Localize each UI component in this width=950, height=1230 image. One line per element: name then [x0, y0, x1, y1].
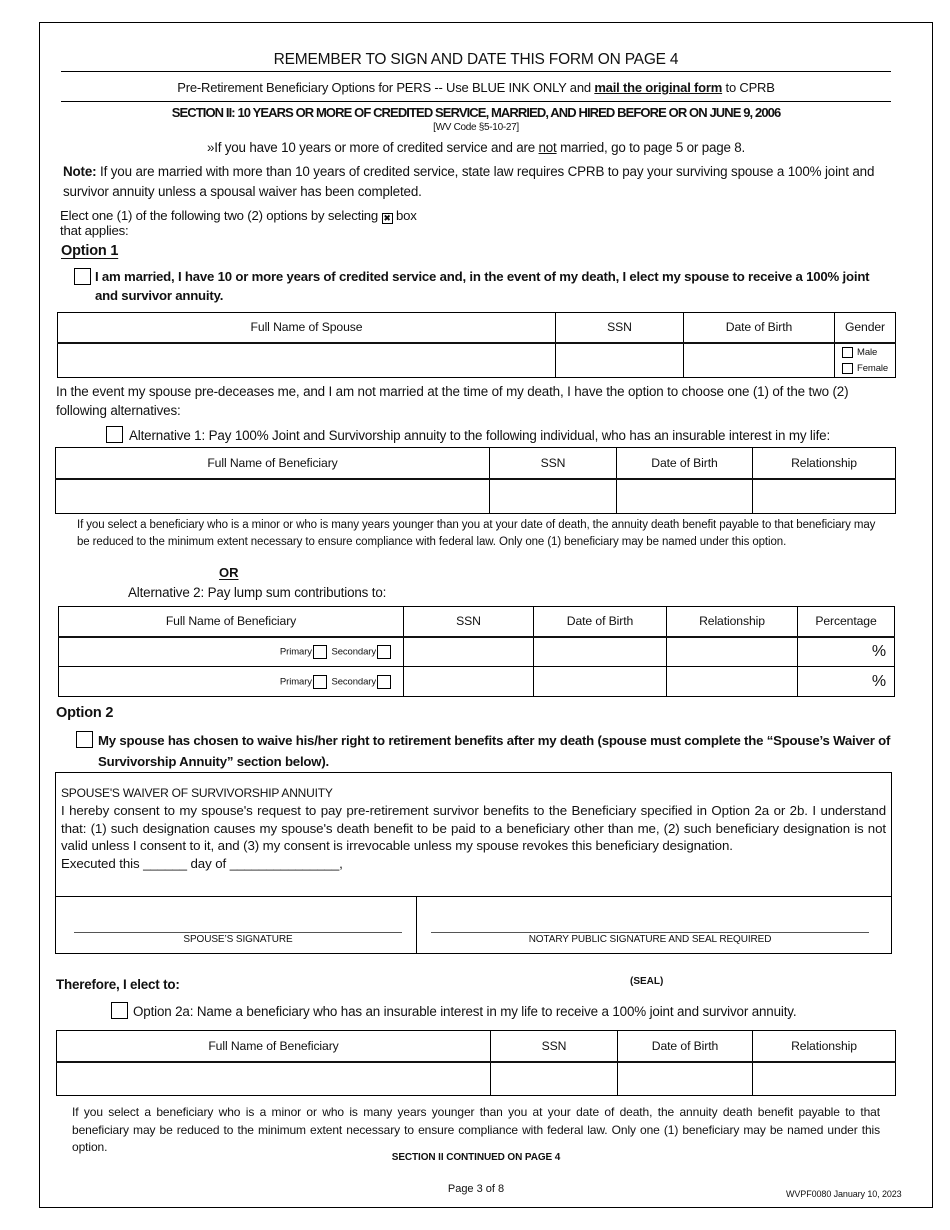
- table-row: [56, 479, 896, 514]
- beneficiary-ssn-field[interactable]: [404, 637, 534, 667]
- form-id: WVPF0080 January 10, 2023: [786, 1189, 902, 1199]
- male-label: Male: [857, 346, 878, 358]
- beneficiary-name-field[interactable]: [56, 479, 490, 514]
- therefore-heading: Therefore, I elect to:: [56, 977, 180, 992]
- col-header-beneficiary-name: Full Name of Beneficiary: [59, 607, 404, 637]
- instruction-emphasis: not: [538, 140, 557, 155]
- beneficiary-dob-field[interactable]: [617, 479, 753, 514]
- subtitle-emphasis: mail the original form: [594, 80, 723, 95]
- elect-instruction: [60, 209, 490, 238]
- note-text: If you are married with more than 10 years of credited service, state law requires CPRB to pay your surviving spouse a 100% joint and survivor annuity unless a spousal waiver has been completed.: [63, 164, 875, 199]
- beneficiary-name-field[interactable]: [57, 1062, 491, 1096]
- percentage-field[interactable]: %: [798, 667, 895, 697]
- option2-statement: My spouse has chosen to waive his/her right to retirement benefits after my death (spouse must complete the “Spouse’s Waiver of Survivorship Annuity” section below).: [98, 733, 891, 769]
- instruction-text: »If you have 10 years or more of credited service and are: [207, 140, 539, 155]
- predecease-paragraph: In the event my spouse pre-deceases me, and I am not married at the time of my death, I have the option to choose one (1) of the two (2) following alternatives:: [56, 384, 849, 418]
- seal-label: (SEAL): [630, 976, 664, 987]
- col-header-beneficiary-name: Full Name of Beneficiary: [56, 448, 490, 479]
- beneficiary-relationship-field[interactable]: [753, 1062, 896, 1096]
- spouse-table: [57, 312, 896, 378]
- beneficiary-relationship-field[interactable]: [667, 637, 798, 667]
- waiver-body: [61, 802, 886, 872]
- primary-checkbox[interactable]: [313, 645, 327, 659]
- beneficiary-name-field[interactable]: [59, 637, 404, 667]
- page-number: Page 3 of 8: [447, 1183, 505, 1195]
- or-separator: OR: [219, 565, 239, 580]
- secondary-checkbox[interactable]: [377, 675, 391, 689]
- divider: [56, 896, 891, 897]
- form-subtitle: [61, 80, 891, 95]
- col-header-dob: Date of Birth: [618, 1031, 753, 1062]
- divider: [61, 101, 891, 102]
- continued-note: SECTION II CONTINUED ON PAGE 4: [391, 1152, 561, 1163]
- note-paragraph: [63, 162, 898, 202]
- percentage-field[interactable]: %: [798, 637, 895, 667]
- beneficiary-dob-field[interactable]: [618, 1062, 753, 1096]
- col-header-ssn: SSN: [490, 448, 617, 479]
- alternative2-table: [58, 606, 895, 697]
- instruction-text-end: married, go to page 5 or page 8.: [556, 140, 745, 155]
- beneficiary-name-field[interactable]: [59, 667, 404, 697]
- col-header-relationship: Relationship: [753, 448, 896, 479]
- notary-signature-line[interactable]: [431, 932, 869, 933]
- notary-signature-label: NOTARY PUBLIC SIGNATURE AND SEAL REQUIRED: [528, 934, 772, 945]
- executed-date-line[interactable]: Executed this ______ day of _______________,: [61, 855, 343, 871]
- divider: [61, 71, 891, 72]
- checked-box-icon: ✖: [383, 213, 391, 223]
- col-header-dob: Date of Birth: [534, 607, 667, 637]
- option2a-disclaimer: If you select a beneficiary who is a minor or who is many years younger than you at your date of death, the annuity death benefit payable to that beneficiary may be reduced to the minimum extent necessary to ensure compliance with federal law. Only one (1) beneficiary may be named under this option.: [72, 1105, 880, 1154]
- primary-checkbox[interactable]: [313, 675, 327, 689]
- alternative1-label: Alternative 1: Pay 100% Joint and Survivorship annuity to the following individual, who has an insurable interest in my life:: [129, 428, 831, 443]
- spouse-name-field[interactable]: [58, 343, 556, 378]
- subtitle-text-end: to CPRB: [722, 80, 775, 95]
- gender-male-option[interactable]: [835, 344, 895, 360]
- col-header-beneficiary-name: Full Name of Beneficiary: [57, 1031, 491, 1062]
- col-header-ssn: SSN: [491, 1031, 618, 1062]
- female-label: Female: [857, 362, 889, 374]
- col-header-ssn: SSN: [404, 607, 534, 637]
- divider: [416, 896, 417, 953]
- col-header-dob: Date of Birth: [684, 313, 835, 343]
- table-row: [57, 1062, 896, 1096]
- spouse-dob-field[interactable]: [684, 343, 835, 378]
- option2a-table: [56, 1030, 896, 1096]
- primary-label: Primary: [279, 646, 312, 658]
- secondary-label: Secondary: [331, 676, 376, 688]
- option2a-label: Option 2a: Name a beneficiary who has an insurable interest in my life to receive a 100% joint and survivor annuity.: [133, 1004, 797, 1019]
- beneficiary-ssn-field[interactable]: [491, 1062, 618, 1096]
- spouse-ssn-field[interactable]: [556, 343, 684, 378]
- option2-checkbox[interactable]: [76, 731, 93, 748]
- alternative1-disclaimer: If you select a beneficiary who is a minor or who is many years younger than you at your date of death, the annuity death benefit payable to that beneficiary may be reduced to the minimum extent necessary to ensure compliance with federal law. Only one (1) beneficiary may be named under this option.: [77, 519, 876, 548]
- option1-checkbox[interactable]: [74, 268, 91, 285]
- not-married-instruction: [61, 140, 891, 155]
- beneficiary-relationship-field[interactable]: [753, 479, 896, 514]
- beneficiary-ssn-field[interactable]: [490, 479, 617, 514]
- col-header-percentage: Percentage: [798, 607, 895, 637]
- alternative1-checkbox[interactable]: [106, 426, 123, 443]
- col-header-dob: Date of Birth: [617, 448, 753, 479]
- spouse-signature-label: SPOUSE’S SIGNATURE: [183, 934, 293, 945]
- spouse-signature-line[interactable]: [74, 932, 402, 933]
- secondary-checkbox[interactable]: [377, 645, 391, 659]
- table-row: [58, 343, 896, 378]
- gender-female-option[interactable]: [835, 360, 895, 376]
- primary-label: Primary: [279, 676, 312, 688]
- col-header-ssn: SSN: [556, 313, 684, 343]
- elect-text: Elect one (1) of the following two (2) options by selecting: [60, 208, 382, 223]
- beneficiary-dob-field[interactable]: [534, 667, 667, 697]
- gender-cell: [835, 343, 896, 378]
- subtitle-text: Pre-Retirement Beneficiary Options for PERS -- Use BLUE INK ONLY and: [177, 80, 595, 95]
- waiver-text: I hereby consent to my spouse's request to pay pre-retirement survivor benefits to the Beneficiary specified in Option 2a or 2b. I understand that: (1) such designation causes my spouse's death benefit to be paid to a beneficiary other than me, (2) such beneficiary designation is not valid unless I consent to it, and (3) my consent is irrevocable unless my spouse revokes this beneficiary designation.: [61, 803, 886, 853]
- secondary-label: Secondary: [331, 646, 376, 658]
- male-checkbox[interactable]: [842, 347, 853, 358]
- option2-heading: Option 2: [56, 705, 114, 721]
- sign-reminder: REMEMBER TO SIGN AND DATE THIS FORM ON PAGE 4: [273, 51, 679, 68]
- col-header-spouse-name: Full Name of Spouse: [58, 313, 556, 343]
- waiver-heading: SPOUSE'S WAIVER OF SURVIVORSHIP ANNUITY: [61, 786, 333, 800]
- table-row: [59, 667, 895, 697]
- beneficiary-ssn-field[interactable]: [404, 667, 534, 697]
- col-header-relationship: Relationship: [753, 1031, 896, 1062]
- female-checkbox[interactable]: [842, 363, 853, 374]
- col-header-gender: Gender: [835, 313, 896, 343]
- col-header-relationship: Relationship: [667, 607, 798, 637]
- option1-heading: Option 1: [61, 243, 119, 259]
- option1-statement: I am married, I have 10 or more years of credited service and, in the event of my death, I elect my spouse to receive a 100% joint and survivor annuity.: [95, 269, 870, 303]
- beneficiary-dob-field[interactable]: [534, 637, 667, 667]
- table-row: [59, 637, 895, 667]
- wv-code-reference: [WV Code §5-10-27]: [433, 122, 519, 133]
- alternative1-table: [55, 447, 896, 514]
- note-label: Note:: [63, 164, 97, 179]
- elect-text-line2: that applies:: [60, 223, 129, 238]
- option2a-checkbox[interactable]: [111, 1002, 128, 1019]
- elect-text-end: box: [392, 208, 417, 223]
- beneficiary-relationship-field[interactable]: [667, 667, 798, 697]
- section-title: SECTION II: 10 YEARS OR MORE OF CREDITED SERVICE, MARRIED, AND HIRED BEFORE OR ON JUNE 9, 2006: [171, 105, 781, 120]
- spouse-waiver-box: [55, 772, 892, 954]
- alternative2-label: Alternative 2: Pay lump sum contributions to:: [128, 585, 387, 600]
